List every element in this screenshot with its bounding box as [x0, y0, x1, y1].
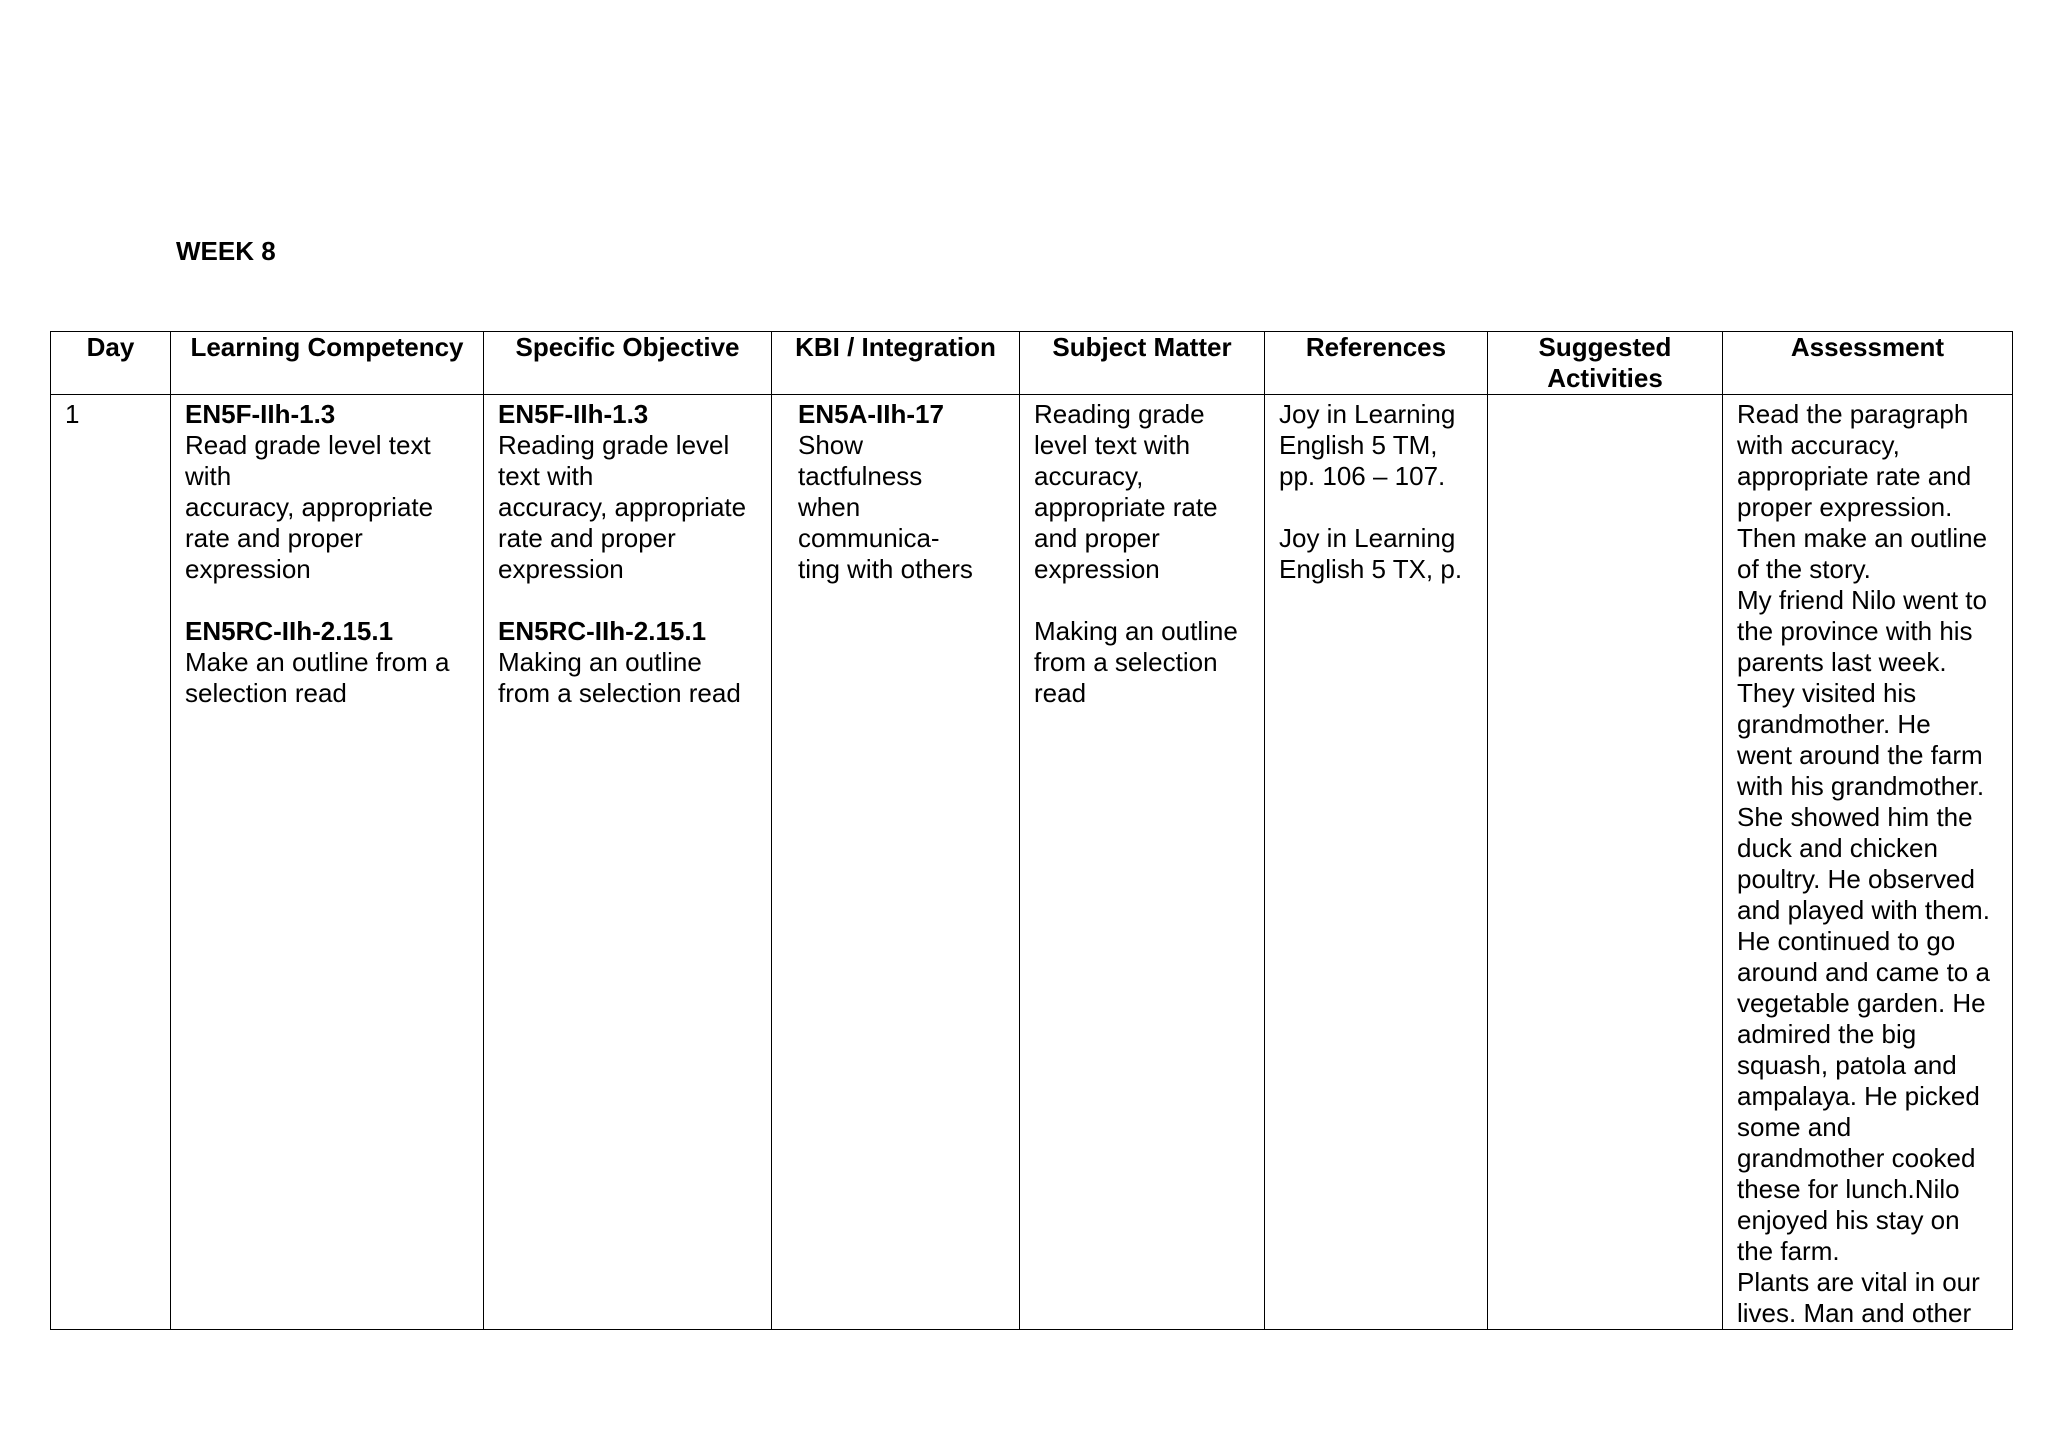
reference-text-line: English 5 TX, p.	[1279, 554, 1463, 584]
assessment-text-line: around and came to a	[1737, 957, 1990, 987]
assessment-text-line: the farm.	[1737, 1236, 1840, 1266]
header-day: Day	[51, 332, 171, 395]
assessment-text-line: of the story.	[1737, 554, 1871, 584]
assessment-text-line: She showed him the	[1737, 802, 1973, 832]
competency-text-line: Make an outline from a	[185, 647, 450, 677]
cell-references	[1265, 395, 1488, 1330]
objective-text-line: Reading grade level	[498, 430, 730, 460]
cell-subject-matter	[1020, 395, 1265, 1330]
subject-text-line: read	[1034, 678, 1087, 708]
header-kbi-integration: KBI / Integration	[772, 332, 1020, 395]
header-suggested-activities-line2: Activities	[1547, 363, 1663, 393]
week-heading: WEEK 8	[176, 236, 276, 266]
subject-text-line: accuracy,	[1034, 461, 1144, 491]
assessment-text-line: He continued to go	[1737, 926, 1956, 956]
objective-text-line: text with	[498, 461, 594, 491]
header-learning-competency: Learning Competency	[171, 332, 484, 395]
header-assessment: Assessment	[1723, 332, 2013, 395]
assessment-text-line: with his grandmother.	[1737, 771, 1985, 801]
assessment-text-line: these for lunch.Nilo	[1737, 1174, 1960, 1204]
assessment-text-line: squash, patola and	[1737, 1050, 1957, 1080]
assessment-text-line: ampalaya. He picked	[1737, 1081, 1980, 1111]
assessment-text-line: and played with them.	[1737, 895, 1990, 925]
reference-text-line: English 5 TM,	[1279, 430, 1438, 460]
subject-text-line: expression	[1034, 554, 1160, 584]
subject-text-line: Making an outline	[1034, 616, 1238, 646]
assessment-text-line: admired the big	[1737, 1019, 1917, 1049]
reference-text-line: pp. 106 – 107.	[1279, 461, 1446, 491]
assessment-text-line: the province with his	[1737, 616, 1973, 646]
reference-text-line: Joy in Learning	[1279, 523, 1456, 553]
assessment-text-line: duck and chicken	[1737, 833, 1938, 863]
objective-code: EN5F-IIh-1.3	[498, 399, 649, 429]
lesson-plan-table	[50, 331, 2013, 1330]
assessment-text-line: Then make an outline	[1737, 523, 1988, 553]
table-row	[51, 395, 2013, 1330]
subject-text-line: appropriate rate	[1034, 492, 1218, 522]
subject-text-line: from a selection	[1034, 647, 1218, 677]
assessment-text-line: grandmother. He	[1737, 709, 1931, 739]
header-references: References	[1265, 332, 1488, 395]
assessment-text-line: parents last week.	[1737, 647, 1947, 677]
header-suggested-activities-line1: Suggested	[1538, 332, 1672, 362]
spacer	[1034, 585, 1254, 616]
cell-specific-objective	[484, 395, 772, 1330]
spacer	[185, 585, 473, 616]
cell-suggested-activities	[1488, 395, 1723, 1330]
kbi-text-line: when	[798, 492, 861, 522]
assessment-text-line: went around the farm	[1737, 740, 1983, 770]
header-row	[51, 332, 2013, 395]
assessment-text-line: lives. Man and other	[1737, 1298, 1972, 1328]
assessment-text-line: Plants are vital in our	[1737, 1267, 1980, 1297]
reference-text-line: Joy in Learning	[1279, 399, 1456, 429]
spacer	[498, 585, 761, 616]
assessment-text-line: Read the paragraph	[1737, 399, 1969, 429]
assessment-text-line: appropriate rate and	[1737, 461, 1972, 491]
assessment-text-line: poultry. He observed	[1737, 864, 1975, 894]
objective-text-line: rate and proper	[498, 523, 676, 553]
subject-text-line: and proper	[1034, 523, 1160, 553]
competency-text-line: rate and proper	[185, 523, 363, 553]
kbi-text-line: tactfulness	[798, 461, 923, 491]
spacer	[1279, 492, 1477, 523]
cell-day: 1	[51, 395, 171, 1330]
assessment-text-line: enjoyed his stay on	[1737, 1205, 1960, 1235]
header-suggested-activities	[1488, 332, 1723, 395]
assessment-text-line: My friend Nilo went to	[1737, 585, 1987, 615]
header-subject-matter: Subject Matter	[1020, 332, 1265, 395]
competency-text-line: selection read	[185, 678, 347, 708]
objective-text-line: from a selection read	[498, 678, 741, 708]
assessment-text-line: proper expression.	[1737, 492, 1953, 522]
cell-kbi-integration	[772, 395, 1020, 1330]
kbi-code: EN5A-IIh-17	[798, 399, 944, 429]
kbi-text-line: ting with others	[798, 554, 973, 584]
competency-code: EN5F-IIh-1.3	[185, 399, 336, 429]
assessment-text-line: with accuracy,	[1737, 430, 1900, 460]
competency-text-line: accuracy, appropriate	[185, 492, 434, 522]
objective-text-line: accuracy, appropriate	[498, 492, 747, 522]
subject-text-line: level text with	[1034, 430, 1191, 460]
subject-text-line: Reading grade	[1034, 399, 1205, 429]
objective-code: EN5RC-IIh-2.15.1	[498, 616, 707, 646]
cell-learning-competency	[171, 395, 484, 1330]
assessment-text-line: vegetable garden. He	[1737, 988, 1986, 1018]
competency-text-line: expression	[185, 554, 311, 584]
cell-assessment	[1723, 395, 2013, 1330]
kbi-text-line: Show	[798, 430, 864, 460]
competency-text-line: with	[185, 461, 232, 491]
assessment-text-line: some and	[1737, 1112, 1852, 1142]
header-specific-objective: Specific Objective	[484, 332, 772, 395]
competency-code: EN5RC-IIh-2.15.1	[185, 616, 394, 646]
competency-text-line: Read grade level text	[185, 430, 431, 460]
kbi-text-line: communica-	[798, 523, 940, 553]
assessment-text-line: They visited his	[1737, 678, 1917, 708]
assessment-text-line: grandmother cooked	[1737, 1143, 1976, 1173]
objective-text-line: Making an outline	[498, 647, 702, 677]
objective-text-line: expression	[498, 554, 624, 584]
